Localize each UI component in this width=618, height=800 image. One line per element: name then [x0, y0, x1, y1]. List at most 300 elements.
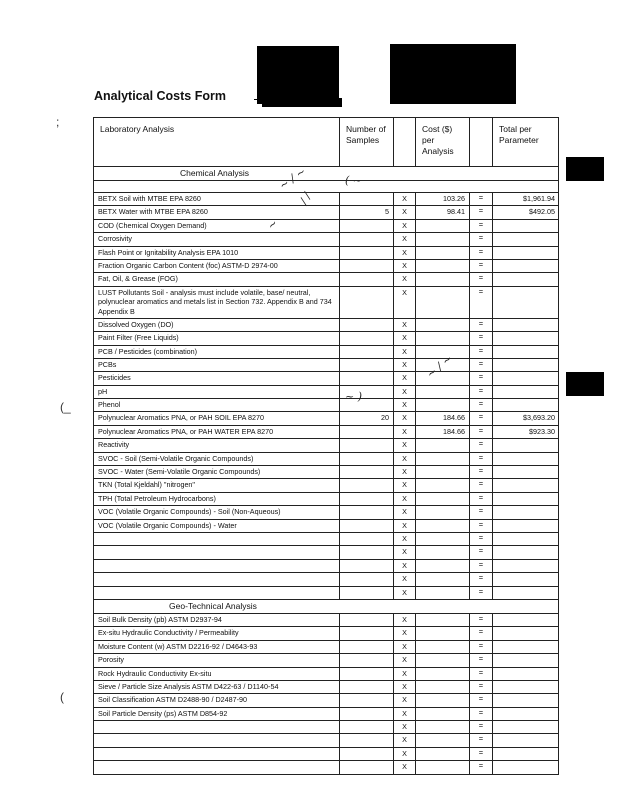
row-cost	[416, 520, 470, 532]
table-row	[94, 412, 558, 425]
row-equals: =	[470, 654, 493, 666]
title-underline	[254, 99, 260, 100]
table-row	[94, 533, 558, 546]
row-samples	[340, 439, 394, 451]
row-total	[493, 332, 558, 344]
row-samples	[340, 287, 394, 318]
row-x: X	[394, 627, 416, 639]
handwritten-mark-5: ~ )	[345, 390, 363, 403]
row-x: X	[394, 372, 416, 384]
row-total: $1,961.94	[523, 194, 555, 203]
row-cost	[416, 386, 470, 398]
row-total	[493, 654, 558, 666]
row-samples	[340, 573, 394, 585]
table-row	[94, 206, 558, 219]
row-x: X	[394, 614, 416, 626]
row-total	[493, 627, 558, 639]
table-row	[94, 287, 558, 319]
row-total: $492.05	[529, 207, 555, 217]
row-cost	[416, 359, 470, 371]
table-row	[94, 439, 558, 452]
row-cost	[416, 479, 470, 491]
row-samples	[340, 493, 394, 505]
row-total	[493, 506, 558, 518]
row-label: BETX Water with MTBE EPA 8260	[94, 206, 340, 218]
row-cost	[416, 573, 470, 585]
table-row	[94, 332, 558, 345]
row-label: Pesticides	[94, 372, 340, 384]
row-equals: =	[470, 587, 493, 599]
table-row	[94, 260, 558, 273]
row-x: X	[394, 359, 416, 371]
row-cost	[416, 654, 470, 666]
row-label	[94, 573, 340, 585]
row-equals: =	[470, 412, 493, 424]
handwritten-mark-2: / /	[297, 190, 314, 207]
row-x: X	[394, 708, 416, 720]
row-equals: =	[470, 260, 493, 272]
header-cost: Cost ($) per Analysis	[416, 118, 470, 166]
row-samples	[340, 479, 394, 491]
row-total	[493, 233, 558, 245]
row-label: Soil Bulk Density (pb) ASTM D2937-94	[94, 614, 340, 626]
table-row	[94, 668, 558, 681]
row-total	[493, 493, 558, 505]
chemical-section-heading	[94, 167, 558, 181]
table-row	[94, 273, 558, 286]
row-total	[493, 346, 558, 358]
row-x: X	[394, 193, 416, 205]
row-label	[94, 721, 340, 733]
row-x: X	[394, 220, 416, 232]
row-samples	[340, 426, 394, 438]
table-row	[94, 386, 558, 399]
table-row	[94, 708, 558, 721]
row-x: X	[394, 412, 416, 424]
redaction-block-3	[262, 98, 342, 107]
row-total	[493, 319, 558, 331]
row-label: BETX Soil with MTBE EPA 8260	[94, 193, 340, 205]
row-equals: =	[470, 466, 493, 478]
table-row	[94, 399, 558, 412]
table-row	[94, 506, 558, 519]
row-equals: =	[470, 426, 493, 438]
row-cost	[416, 694, 470, 706]
row-cost	[416, 614, 470, 626]
row-total	[493, 721, 558, 733]
table-row	[94, 233, 558, 246]
row-x: X	[394, 233, 416, 245]
handwritten-mark-6: ~ / ~	[424, 352, 455, 381]
table-row	[94, 560, 558, 573]
row-samples	[340, 694, 394, 706]
row-label: Paint Filter (Free Liquids)	[94, 332, 340, 344]
row-label: pH	[94, 386, 340, 398]
row-equals: =	[470, 386, 493, 398]
row-x: X	[394, 332, 416, 344]
row-samples	[340, 520, 394, 532]
row-x: X	[394, 761, 416, 773]
row-samples	[340, 260, 394, 272]
page-edge-mark-2	[566, 372, 604, 396]
row-total: $923.30	[529, 426, 555, 436]
row-total	[493, 466, 558, 478]
row-total	[493, 573, 558, 585]
row-samples	[340, 372, 394, 384]
row-cost	[416, 748, 470, 760]
row-label	[94, 734, 340, 746]
redaction-block-2	[390, 44, 516, 104]
handwritten-mark-3: ~	[264, 216, 281, 233]
row-x: X	[394, 260, 416, 272]
row-label	[94, 533, 340, 545]
row-equals: =	[470, 748, 493, 760]
row-samples	[340, 681, 394, 693]
row-x: X	[394, 439, 416, 451]
row-label: Reactivity	[94, 439, 340, 451]
row-label: LUST Pollutants Soil - analysis must include volatile, base/ neutral, polynuclear aromatics and metals list in Section 732. Appendix B and 734 Appendix B	[94, 287, 340, 318]
row-samples	[340, 193, 394, 205]
redaction-block-1	[257, 46, 339, 104]
row-x: X	[394, 453, 416, 465]
row-equals: =	[470, 627, 493, 639]
row-total	[493, 560, 558, 572]
row-equals: =	[470, 520, 493, 532]
row-equals: =	[470, 721, 493, 733]
row-total	[493, 614, 558, 626]
row-samples	[340, 654, 394, 666]
row-cost	[416, 220, 470, 232]
table-row	[94, 493, 558, 506]
row-equals: =	[470, 734, 493, 746]
row-cost	[416, 493, 470, 505]
row-cost	[416, 332, 470, 344]
row-total	[493, 761, 558, 773]
row-samples	[340, 332, 394, 344]
row-x: X	[394, 533, 416, 545]
row-total	[493, 668, 558, 680]
row-total	[493, 708, 558, 720]
row-x: X	[394, 721, 416, 733]
row-cost: 98.41	[416, 206, 470, 218]
row-samples: 5	[340, 206, 394, 218]
row-x: X	[394, 748, 416, 760]
row-cost	[416, 506, 470, 518]
row-total	[493, 247, 558, 259]
row-samples	[340, 761, 394, 773]
row-x: X	[394, 426, 416, 438]
row-label: COD (Chemical Oxygen Demand)	[94, 220, 340, 232]
row-label: Ex-situ Hydraulic Conductivity / Permeability	[94, 627, 340, 639]
row-equals: =	[470, 359, 493, 371]
row-samples	[340, 668, 394, 680]
table-row	[94, 479, 558, 492]
chemical-rows	[94, 190, 558, 600]
row-x: X	[394, 319, 416, 331]
row-label: SVOC - Water (Semi-Volatile Organic Compounds)	[94, 466, 340, 478]
row-x: X	[394, 386, 416, 398]
row-equals: =	[470, 319, 493, 331]
row-equals: =	[470, 439, 493, 451]
row-equals: =	[470, 372, 493, 384]
row-equals: =	[470, 614, 493, 626]
row-total	[493, 359, 558, 371]
row-samples	[340, 453, 394, 465]
row-equals: =	[470, 506, 493, 518]
row-cost	[416, 466, 470, 478]
margin-bracket-2: (	[60, 690, 64, 704]
row-equals: =	[470, 247, 493, 259]
row-samples	[340, 273, 394, 285]
row-cost	[416, 247, 470, 259]
row-samples	[340, 560, 394, 572]
row-x: X	[394, 346, 416, 358]
row-total	[493, 439, 558, 451]
row-cost	[416, 546, 470, 558]
row-x: X	[394, 206, 416, 218]
row-label: Polynuclear Aromatics PNA, or PAH WATER EPA 8270	[94, 426, 340, 438]
row-x: X	[394, 546, 416, 558]
row-label: TPH (Total Petroleum Hydrocarbons)	[94, 493, 340, 505]
row-cost	[416, 533, 470, 545]
table-row	[94, 546, 558, 559]
table-row	[94, 761, 558, 774]
row-cost	[416, 734, 470, 746]
header-samples: Number of Samples	[340, 118, 394, 166]
row-total	[493, 220, 558, 232]
row-x: X	[394, 287, 416, 318]
row-label: Fat, Oil, & Grease (FOG)	[94, 273, 340, 285]
row-label: Phenol	[94, 399, 340, 411]
row-cost	[416, 287, 470, 318]
row-samples	[340, 346, 394, 358]
geotech-section-heading	[94, 600, 558, 614]
row-equals: =	[470, 193, 493, 205]
row-equals: =	[470, 479, 493, 491]
row-x: X	[394, 694, 416, 706]
table-row	[94, 453, 558, 466]
row-cost	[416, 372, 470, 384]
row-total	[493, 372, 558, 384]
row-label	[94, 748, 340, 760]
row-cost	[416, 761, 470, 773]
row-cost	[416, 273, 470, 285]
chemical-section-label: Chemical Analysis	[180, 168, 249, 178]
table-row	[94, 520, 558, 533]
table-row	[94, 641, 558, 654]
row-total	[493, 287, 558, 318]
row-equals: =	[470, 668, 493, 680]
row-label: Sieve / Particle Size Analysis ASTM D422-63 / D1140-54	[94, 681, 340, 693]
row-x: X	[394, 641, 416, 653]
row-x: X	[394, 587, 416, 599]
row-x: X	[394, 466, 416, 478]
table-row	[94, 319, 558, 332]
row-cost	[416, 587, 470, 599]
row-samples	[340, 247, 394, 259]
row-equals: =	[470, 493, 493, 505]
form-title: Analytical Costs Form	[94, 89, 226, 103]
row-cost	[416, 453, 470, 465]
row-label: Moisture Content (w) ASTM D2216-92 / D4643-93	[94, 641, 340, 653]
row-x: X	[394, 247, 416, 259]
row-samples	[340, 627, 394, 639]
row-equals: =	[470, 220, 493, 232]
row-x: X	[394, 479, 416, 491]
row-equals: =	[470, 206, 493, 218]
row-label	[94, 560, 340, 572]
row-x: X	[394, 493, 416, 505]
table-row	[94, 466, 558, 479]
row-cost	[416, 439, 470, 451]
table-row	[94, 247, 558, 260]
table-row	[94, 426, 558, 439]
row-equals: =	[470, 332, 493, 344]
row-total	[493, 641, 558, 653]
row-label: Soil Classification ASTM D2488-90 / D2487-90	[94, 694, 340, 706]
row-equals: =	[470, 560, 493, 572]
margin-bracket-1: (_	[60, 400, 71, 414]
handwritten-mark-1: ~ / ~	[276, 164, 309, 193]
row-samples	[340, 614, 394, 626]
row-x: X	[394, 520, 416, 532]
row-samples	[340, 220, 394, 232]
table-row	[94, 359, 558, 372]
row-equals: =	[470, 546, 493, 558]
row-x: X	[394, 573, 416, 585]
table-row	[94, 346, 558, 359]
row-cost	[416, 560, 470, 572]
row-equals: =	[470, 573, 493, 585]
table-row	[94, 681, 558, 694]
row-label: Polynuclear Aromatics PNA, or PAH SOIL EPA 8270	[94, 412, 340, 424]
row-total	[493, 587, 558, 599]
row-samples	[340, 319, 394, 331]
table-header	[94, 118, 558, 167]
row-equals: =	[470, 708, 493, 720]
row-x: X	[394, 654, 416, 666]
row-total	[493, 546, 558, 558]
row-samples	[340, 359, 394, 371]
row-equals: =	[470, 694, 493, 706]
table-row	[94, 587, 558, 600]
row-label: Corrosivity	[94, 233, 340, 245]
row-total: $3,693.20	[523, 413, 555, 423]
row-cost: 103.26	[416, 193, 470, 205]
row-total	[493, 520, 558, 532]
table-row	[94, 721, 558, 734]
row-samples: 20	[340, 412, 394, 424]
row-x: X	[394, 506, 416, 518]
row-cost	[416, 233, 470, 245]
row-cost	[416, 668, 470, 680]
row-samples	[340, 721, 394, 733]
row-samples	[340, 399, 394, 411]
header-eq-col	[470, 118, 493, 166]
row-cost	[416, 708, 470, 720]
table-row	[94, 627, 558, 640]
row-cost	[416, 641, 470, 653]
row-label	[94, 761, 340, 773]
row-label: Porosity	[94, 654, 340, 666]
row-samples	[340, 506, 394, 518]
header-x-col	[394, 118, 416, 166]
row-samples	[340, 386, 394, 398]
row-cost	[416, 399, 470, 411]
row-total	[493, 681, 558, 693]
row-cost	[416, 721, 470, 733]
row-samples	[340, 466, 394, 478]
row-cost: 184.66	[416, 426, 470, 438]
table-row	[94, 694, 558, 707]
row-samples	[340, 546, 394, 558]
table-row	[94, 220, 558, 233]
row-samples	[340, 587, 394, 599]
row-total	[493, 453, 558, 465]
row-label	[94, 546, 340, 558]
row-total	[493, 273, 558, 285]
margin-bracket-3: ;	[56, 115, 60, 129]
row-label: VOC (Volatile Organic Compounds) - Water	[94, 520, 340, 532]
row-samples	[340, 734, 394, 746]
row-x: X	[394, 560, 416, 572]
row-total	[493, 748, 558, 760]
row-equals: =	[470, 346, 493, 358]
table-row	[94, 372, 558, 385]
row-label: Soil Particle Density (ps) ASTM D854-92	[94, 708, 340, 720]
row-label: Fraction Organic Carbon Content (foc) ASTM-D 2974-00	[94, 260, 340, 272]
row-samples	[340, 641, 394, 653]
row-total	[493, 694, 558, 706]
row-label: TKN (Total Kjeldahl) "nitrogen"	[94, 479, 340, 491]
row-total	[493, 479, 558, 491]
row-equals: =	[470, 273, 493, 285]
row-equals: =	[470, 533, 493, 545]
geotech-rows	[94, 614, 558, 775]
row-equals: =	[470, 681, 493, 693]
row-label: Rock Hydraulic Conductivity Ex-situ	[94, 668, 340, 680]
row-total	[493, 260, 558, 272]
row-label: PCB / Pesticides (combination)	[94, 346, 340, 358]
row-x: X	[394, 273, 416, 285]
row-label: Dissolved Oxygen (DO)	[94, 319, 340, 331]
row-x: X	[394, 668, 416, 680]
header-total: Total per Parameter	[499, 124, 539, 145]
row-equals: =	[470, 399, 493, 411]
row-samples	[340, 748, 394, 760]
row-total	[493, 399, 558, 411]
row-equals: =	[470, 761, 493, 773]
row-label: VOC (Volatile Organic Compounds) - Soil (Non-Aqueous)	[94, 506, 340, 518]
table-row	[94, 654, 558, 667]
row-equals: =	[470, 233, 493, 245]
row-x: X	[394, 681, 416, 693]
table-row	[94, 190, 558, 207]
row-total	[493, 734, 558, 746]
row-cost	[416, 260, 470, 272]
row-cost: 184.66	[416, 412, 470, 424]
section-spacer-row	[94, 181, 558, 193]
table-row	[94, 734, 558, 747]
row-samples	[340, 233, 394, 245]
row-total	[493, 533, 558, 545]
row-cost	[416, 346, 470, 358]
row-label: Flash Point or Ignitability Analysis EPA 1010	[94, 247, 340, 259]
row-cost	[416, 627, 470, 639]
page-edge-mark-1	[566, 157, 604, 181]
geotech-section-label: Geo-Technical Analysis	[169, 600, 257, 611]
table-row	[94, 748, 558, 761]
